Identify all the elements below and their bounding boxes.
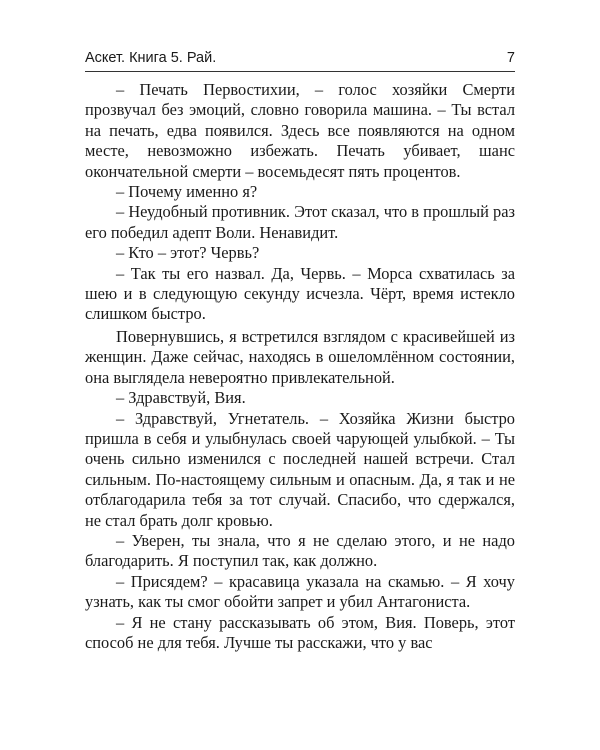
paragraph: – Здравствуй, Вия. [116,388,246,408]
paragraph: – Почему именно я? [116,182,258,202]
paragraph: – Здравствуй, Угнетатель. – Хозяйка Жизни быстро пришла в себя и улыбнулась своей чарующей улыбкой. – Ты очень сильно изменился с последней нашей встречи. Стал сильным. По-настоящему сильным и опасным. Да, я так и не отблагодарила тебя за тот случай. Спасибо, что сдержался, не стал брать долг кровью. [85,408,515,530]
paragraph: – Так ты его назвал. Да, Червь. – Морса схватилась за шею и в следующую секунду исчезла. Чёрт, время истекло слишком быстро. [85,263,515,324]
paragraph: – Печать Первостихии, – голос хозяйки Смерти прозвучал без эмоций, словно говорила машина. – Ты встал на печать, едва появился. Здесь все появляются на одном месте, невозможно избежать. Печать убивает, шанс окончательной смерти – восемьдесят пять процентов. [85,80,515,181]
running-header [85,50,515,72]
body-text [85,80,515,653]
page-number: 7 [506,50,515,66]
paragraph: – Я не стану рассказывать об этом, Вия. Поверь, этот способ не для тебя. Лучше ты расскажи, что у вас [85,612,515,652]
paragraph: – Неудобный противник. Этот сказал, что в прошлый раз его победил адепт Воли. Ненавидит. [85,202,515,242]
book-title: Аскет. Книга 5. Рай. [85,50,217,66]
header-divider [85,71,515,72]
paragraph: – Уверен, ты знала, что я не сделаю этого, и не надо благодарить. Я поступил так, как должно. [85,530,515,571]
paragraph: – Кто – этот? Червь? [116,243,260,263]
paragraph: – Присядем? – красавица указала на скамью. – Я хочу узнать, как ты смог обойти запрет и убил Антагониста. [85,571,515,612]
paragraph: Повернувшись, я встретился взглядом с красивейшей из женщин. Даже сейчас, находясь в ошеломлённом состоянии, она выглядела невероятно привлекательной. [85,326,515,387]
